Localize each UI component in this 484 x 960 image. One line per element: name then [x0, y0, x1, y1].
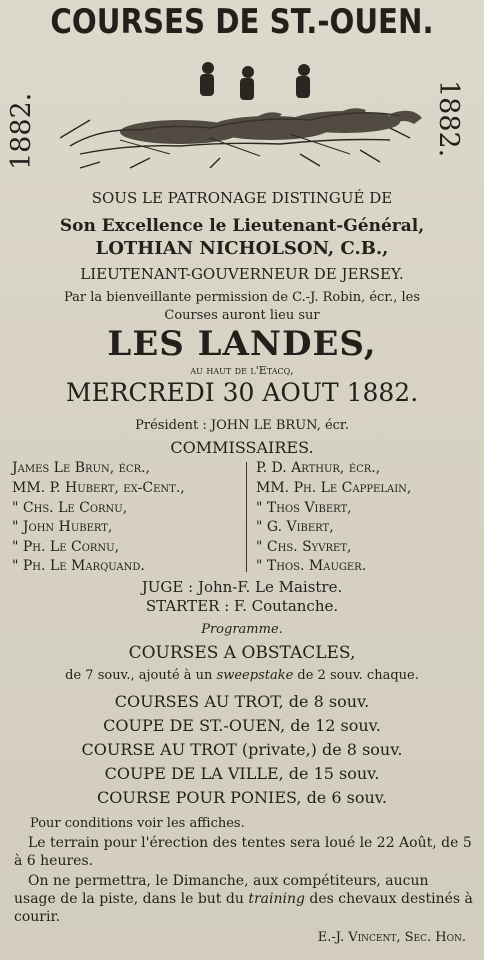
programme-coupe-ville: COUPE DE LA VILLE, de 15 souv.	[104, 764, 380, 783]
programme-obstacles: COURSES A OBSTACLES,	[128, 643, 356, 663]
year-right: 1882.	[433, 80, 464, 158]
racing-horses-illustration	[60, 58, 430, 170]
column-divider	[246, 462, 247, 572]
programme-trot-private: COURSE AU TROT (private,) de 8 souv.	[81, 740, 403, 759]
juge: JUGE : John-F. Le Maistre.	[141, 578, 343, 596]
commissaire-right: " Thos Vibert,	[256, 500, 352, 516]
commissaire-left: " John Hubert,	[12, 519, 113, 535]
permission-line: Par la bienveillante permission de C.-J. Robin, écr., les	[63, 290, 421, 305]
programme-obstacles-detail: de 7 souv., ajouté à un sweepstake de 2 souv. chaque.	[65, 668, 419, 683]
commissaire-left: " Ph. Le Marquand.	[12, 558, 145, 574]
dimanche-note: On ne permettra, le Dimanche, aux compétiteurs, aucun usage de la piste, dans le but du training des chevaux destinés à courir.	[14, 873, 473, 925]
commissaire-right: P. D. Arthur, écr.,	[256, 460, 381, 476]
commissaire-right: " Chs. Syvret,	[256, 539, 352, 555]
programme-coupe-st-ouen: COUPE DE ST.-OUEN, de 12 souv.	[103, 716, 381, 735]
commissaire-left: James Le Brun, écr.,	[12, 460, 150, 476]
terrain-note: Le terrain pour l'érection des tentes sera loué le 22 Août, de 5 à 6 heures.	[14, 835, 472, 869]
commissaire-right: " G. Vibert,	[256, 519, 334, 535]
programme-trot: COURSES AU TROT, de 8 souv.	[114, 692, 370, 711]
programme-title: Programme.	[201, 622, 283, 637]
patronage-line-1: SOUS LE PATRONAGE DISTINGUÉ DE	[91, 189, 393, 207]
commissaire-right: MM. Ph. Le Cappelain,	[256, 480, 412, 496]
patronage-line-2: Son Excellence le Lieutenant-Général,	[59, 216, 425, 236]
commissaire-left: " Ph. Le Cornu,	[12, 539, 120, 555]
commissaire-right: " Thos. Mauger.	[256, 558, 367, 574]
patron-name: LOTHIAN NICHOLSON, C.B.,	[95, 238, 389, 259]
commissaire-left: MM. P. Hubert, ex-Cent.,	[12, 480, 185, 496]
president: Président : JOHN LE BRUN, écr.	[135, 418, 349, 433]
conditions-note: Pour conditions voir les affiches.	[30, 816, 245, 831]
commissaire-left: " Chs. Le Cornu,	[12, 500, 128, 516]
signature: E.-J. Vincent, Sec. Hon.	[317, 930, 466, 945]
patronage-line-4: LIEUTENANT-GOUVERNEUR DE JERSEY.	[80, 265, 404, 283]
courses-line: Courses auront lieu sur	[164, 308, 320, 323]
event-date: MERCREDI 30 AOUT 1882.	[65, 378, 419, 407]
venue-sub: au haut de l'Etacq,	[190, 364, 294, 377]
starter: STARTER : F. Coutanche.	[145, 597, 339, 615]
year-left: 1882.	[6, 92, 37, 170]
poster-title: COURSES DE ST.-OUEN.	[50, 2, 434, 42]
programme-ponies: COURSE POUR PONIES, de 6 souv.	[97, 788, 387, 807]
commissaires-title: COMMISSAIRES.	[170, 438, 314, 457]
venue-name: LES LANDES,	[107, 324, 377, 364]
